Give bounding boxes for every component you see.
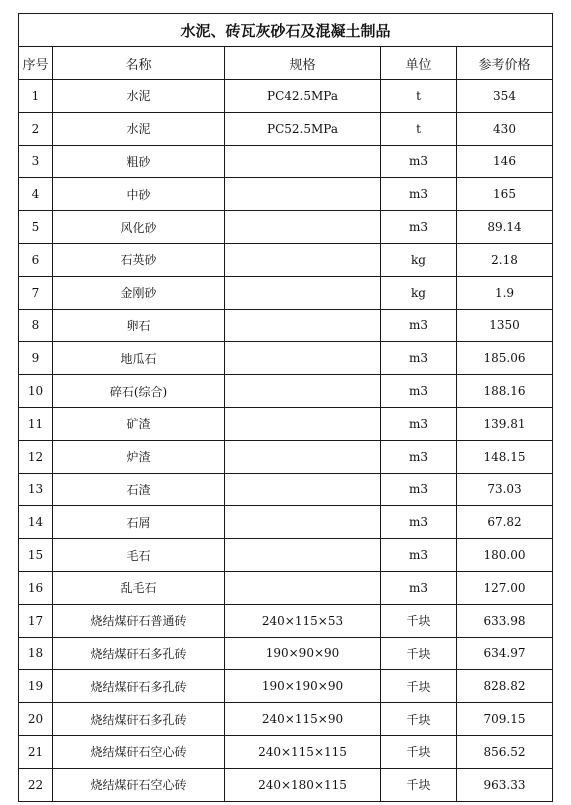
cell-spec <box>225 539 381 572</box>
cell-no: 20 <box>19 703 53 736</box>
header-name: 名称 <box>53 47 225 80</box>
cell-spec: 240×115×53 <box>225 604 381 637</box>
cell-spec: PC52.5MPa <box>225 112 381 145</box>
cell-unit: m3 <box>381 440 457 473</box>
cell-price: 430 <box>457 112 553 145</box>
cell-name: 卵石 <box>53 309 225 342</box>
table-row <box>19 703 553 736</box>
table-row <box>19 211 553 244</box>
cell-unit: 千块 <box>381 703 457 736</box>
cell-name: 烧结煤矸石多孔砖 <box>53 703 225 736</box>
cell-name: 石屑 <box>53 506 225 539</box>
cell-spec <box>225 571 381 604</box>
cell-price: 634.97 <box>457 637 553 670</box>
cell-spec <box>225 145 381 178</box>
cell-name: 炉渣 <box>53 440 225 473</box>
cell-unit: m3 <box>381 473 457 506</box>
cell-price: 2.18 <box>457 243 553 276</box>
cell-name: 烧结煤矸石空心砖 <box>53 768 225 801</box>
table-row <box>19 407 553 440</box>
cell-spec <box>225 276 381 309</box>
header-row <box>19 47 553 80</box>
cell-no: 2 <box>19 112 53 145</box>
table-row <box>19 768 553 801</box>
cell-price: 354 <box>457 80 553 113</box>
cell-price: 1350 <box>457 309 553 342</box>
cell-unit: 千块 <box>381 735 457 768</box>
cell-spec <box>225 473 381 506</box>
cell-unit: kg <box>381 276 457 309</box>
cell-name: 水泥 <box>53 80 225 113</box>
cell-price: 828.82 <box>457 670 553 703</box>
header-price: 参考价格 <box>457 47 553 80</box>
table-row <box>19 604 553 637</box>
header-no: 序号 <box>19 47 53 80</box>
cell-price: 127.00 <box>457 571 553 604</box>
cell-name: 粗砂 <box>53 145 225 178</box>
cell-unit: m3 <box>381 375 457 408</box>
cell-spec: 190×190×90 <box>225 670 381 703</box>
table-title: 水泥、砖瓦灰砂石及混凝土制品 <box>19 14 553 47</box>
cell-spec <box>225 178 381 211</box>
cell-unit: t <box>381 112 457 145</box>
cell-no: 16 <box>19 571 53 604</box>
price-sheet <box>18 13 552 802</box>
cell-name: 烧结煤矸石多孔砖 <box>53 670 225 703</box>
table-row <box>19 735 553 768</box>
cell-name: 地瓜石 <box>53 342 225 375</box>
table-row <box>19 342 553 375</box>
cell-spec <box>225 211 381 244</box>
table-row <box>19 571 553 604</box>
cell-unit: m3 <box>381 539 457 572</box>
cell-price: 185.06 <box>457 342 553 375</box>
cell-spec <box>225 342 381 375</box>
cell-name: 毛石 <box>53 539 225 572</box>
cell-unit: 千块 <box>381 768 457 801</box>
cell-spec <box>225 440 381 473</box>
cell-name: 水泥 <box>53 112 225 145</box>
cell-price: 146 <box>457 145 553 178</box>
cell-name: 烧结煤矸石多孔砖 <box>53 637 225 670</box>
cell-price: 139.81 <box>457 407 553 440</box>
table-row <box>19 145 553 178</box>
cell-no: 11 <box>19 407 53 440</box>
cell-price: 633.98 <box>457 604 553 637</box>
cell-spec <box>225 375 381 408</box>
cell-unit: m3 <box>381 211 457 244</box>
table-row <box>19 112 553 145</box>
table-row <box>19 506 553 539</box>
table-row <box>19 276 553 309</box>
table-row <box>19 440 553 473</box>
cell-unit: m3 <box>381 571 457 604</box>
cell-unit: m3 <box>381 407 457 440</box>
cell-no: 18 <box>19 637 53 670</box>
table-row <box>19 670 553 703</box>
cell-name: 烧结煤矸石普通砖 <box>53 604 225 637</box>
header-spec: 规格 <box>225 47 381 80</box>
header-unit: 单位 <box>381 47 457 80</box>
title-row <box>19 14 553 47</box>
cell-spec <box>225 506 381 539</box>
cell-price: 856.52 <box>457 735 553 768</box>
cell-unit: 千块 <box>381 670 457 703</box>
price-table <box>18 13 553 802</box>
cell-unit: m3 <box>381 309 457 342</box>
table-row <box>19 539 553 572</box>
cell-no: 1 <box>19 80 53 113</box>
cell-price: 73.03 <box>457 473 553 506</box>
cell-name: 金刚砂 <box>53 276 225 309</box>
cell-no: 5 <box>19 211 53 244</box>
cell-no: 8 <box>19 309 53 342</box>
cell-name: 矿渣 <box>53 407 225 440</box>
cell-name: 中砂 <box>53 178 225 211</box>
cell-no: 10 <box>19 375 53 408</box>
cell-unit: m3 <box>381 178 457 211</box>
cell-no: 22 <box>19 768 53 801</box>
cell-unit: m3 <box>381 506 457 539</box>
cell-name: 烧结煤矸石空心砖 <box>53 735 225 768</box>
cell-no: 21 <box>19 735 53 768</box>
cell-spec: 240×115×90 <box>225 703 381 736</box>
table-row <box>19 309 553 342</box>
cell-name: 石渣 <box>53 473 225 506</box>
cell-price: 709.15 <box>457 703 553 736</box>
cell-no: 7 <box>19 276 53 309</box>
table-row <box>19 637 553 670</box>
cell-price: 165 <box>457 178 553 211</box>
cell-spec <box>225 407 381 440</box>
cell-spec <box>225 243 381 276</box>
cell-price: 180.00 <box>457 539 553 572</box>
table-row <box>19 375 553 408</box>
cell-name: 乱毛石 <box>53 571 225 604</box>
cell-spec: 240×180×115 <box>225 768 381 801</box>
cell-no: 19 <box>19 670 53 703</box>
cell-no: 9 <box>19 342 53 375</box>
cell-spec <box>225 309 381 342</box>
table-row <box>19 178 553 211</box>
cell-spec: 240×115×115 <box>225 735 381 768</box>
cell-price: 67.82 <box>457 506 553 539</box>
cell-unit: m3 <box>381 145 457 178</box>
cell-no: 3 <box>19 145 53 178</box>
cell-price: 89.14 <box>457 211 553 244</box>
table-body <box>19 80 553 802</box>
cell-unit: 千块 <box>381 637 457 670</box>
cell-price: 188.16 <box>457 375 553 408</box>
table-row <box>19 80 553 113</box>
cell-no: 17 <box>19 604 53 637</box>
cell-name: 石英砂 <box>53 243 225 276</box>
cell-name: 碎石(综合) <box>53 375 225 408</box>
cell-price: 1.9 <box>457 276 553 309</box>
cell-no: 14 <box>19 506 53 539</box>
cell-no: 4 <box>19 178 53 211</box>
cell-price: 963.33 <box>457 768 553 801</box>
cell-unit: m3 <box>381 342 457 375</box>
cell-spec: PC42.5MPa <box>225 80 381 113</box>
cell-no: 15 <box>19 539 53 572</box>
cell-no: 12 <box>19 440 53 473</box>
cell-no: 13 <box>19 473 53 506</box>
cell-spec: 190×90×90 <box>225 637 381 670</box>
cell-unit: t <box>381 80 457 113</box>
cell-no: 6 <box>19 243 53 276</box>
cell-price: 148.15 <box>457 440 553 473</box>
cell-name: 风化砂 <box>53 211 225 244</box>
cell-unit: kg <box>381 243 457 276</box>
table-row <box>19 243 553 276</box>
table-row <box>19 473 553 506</box>
cell-unit: 千块 <box>381 604 457 637</box>
